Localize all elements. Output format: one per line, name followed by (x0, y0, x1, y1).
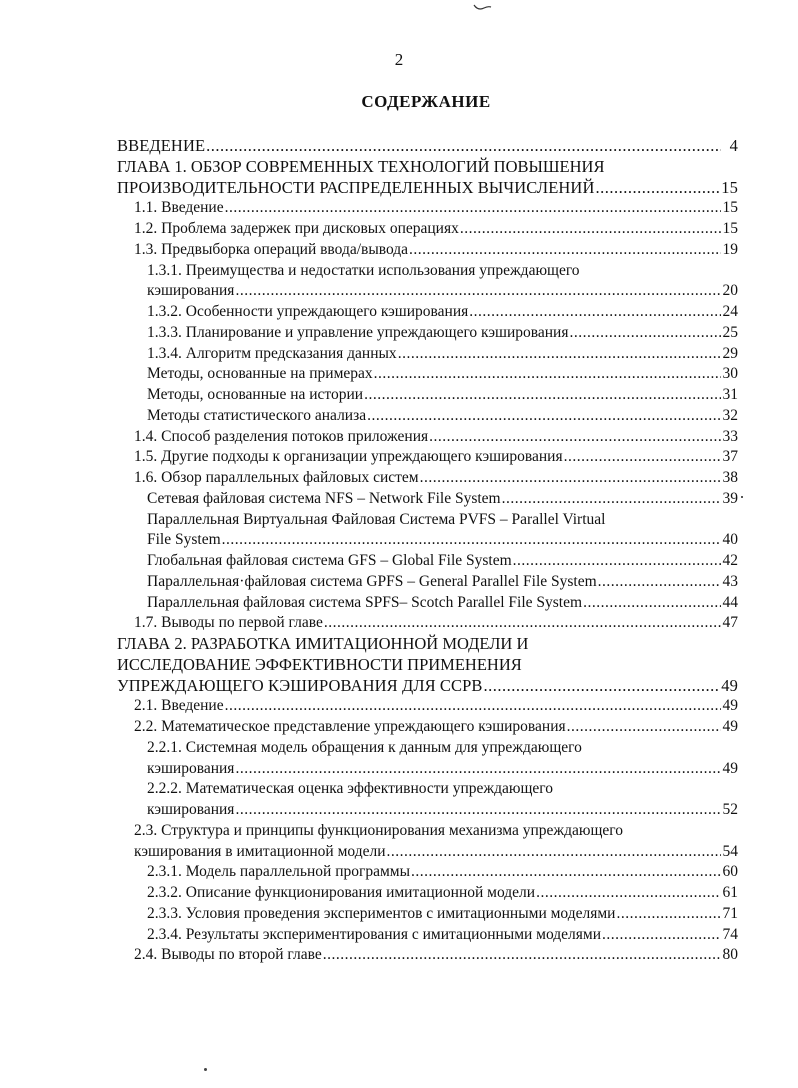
toc-entry-text: 2.3. Структура и принципы функционирования механизма упреждающего (134, 821, 624, 839)
toc-page-number: 15 (722, 220, 738, 237)
dot-leader (502, 489, 721, 510)
toc-entry-text: Глобальная файловая система GFS – Global File System (147, 552, 512, 569)
dot-leader (323, 945, 721, 966)
toc-page-number: 33 (722, 427, 738, 445)
table-of-contents (117, 136, 738, 966)
toc-entry[interactable] (117, 717, 738, 738)
toc-entry-text: 1.7. Выводы по первой главе (134, 614, 323, 632)
toc-entry-text: 1.2. Проблема задержек при дисковых операциях (134, 220, 459, 237)
dot-leader (420, 468, 721, 489)
dot-leader (429, 427, 721, 448)
toc-entry-text: 1.6. Обзор параллельных файловых систем (134, 469, 419, 486)
toc-page-number: 43 (722, 572, 738, 590)
dot-leader (616, 904, 721, 925)
dot-leader (569, 323, 721, 344)
toc-entry-text: 1.1. Введение (134, 199, 224, 217)
toc-entry[interactable] (117, 945, 738, 966)
toc-entry-text: 1.3.2. Особенности упреждающего кэширования (147, 303, 469, 320)
dot-leader (387, 842, 722, 863)
toc-entry[interactable] (117, 364, 738, 385)
toc-entry-text: 1.4. Способ разделения потоков приложения (134, 427, 429, 445)
toc-entry-text: Сетевая файловая система NFS – Network File System (147, 489, 501, 507)
page-title: СОДЕРЖАНИЕ (361, 92, 491, 111)
toc-entry[interactable] (117, 696, 738, 717)
toc-page-number: 39 (722, 489, 738, 507)
toc-entry[interactable] (117, 842, 738, 863)
dot-leader (513, 551, 721, 572)
toc-entry-text: 1.3.3. Планирование и управление упреждающего кэширования (147, 323, 569, 341)
toc-entry-text: Параллельная файловая система SPFS– Scotch Parallel File System (147, 593, 583, 611)
toc-entry-text: Параллельная Виртуальная Файловая Система PVFS – Parallel Virtual (147, 510, 606, 528)
toc-entry[interactable] (117, 759, 738, 780)
toc-entry[interactable] (117, 219, 738, 240)
dot-leader (409, 240, 721, 261)
dot-leader (598, 572, 721, 593)
dot-leader (222, 530, 721, 551)
toc-page-number: 49 (721, 675, 738, 695)
toc-entry-text: Параллельная·файловая система GPFS – General Parallel File System (147, 572, 597, 590)
toc-entry[interactable] (117, 323, 738, 344)
toc-entry-text: 2.3.3. Условия проведения экспериментов с имитационными моделями (147, 904, 616, 922)
toc-page-number: 15 (721, 177, 738, 197)
scan-dot (204, 1068, 207, 1071)
toc-entry-text: 2.3.4. Результаты экспериментирования с имитационными моделями (147, 925, 602, 943)
toc-entry[interactable] (117, 613, 738, 634)
dot-leader (411, 862, 721, 883)
toc-entry-text: ИССЛЕДОВАНИЕ ЭФФЕКТИВНОСТИ ПРИМЕНЕНИЯ (117, 654, 522, 674)
dot-leader (225, 198, 721, 219)
dot-leader (583, 593, 721, 614)
toc-page-number: 30 (722, 365, 738, 383)
toc-entry-text: 2.2.1. Системная модель обращения к данным для упреждающего (147, 738, 582, 756)
scan-mark-icon (472, 2, 492, 12)
toc-page-number: 15 (722, 199, 738, 217)
toc-page-number: 80 (722, 946, 738, 964)
toc-entry-text: кэширования (147, 282, 235, 300)
toc-entry[interactable] (117, 427, 738, 448)
toc-entry[interactable] (117, 240, 738, 261)
toc-entry[interactable] (117, 904, 738, 925)
dot-leader (364, 385, 721, 406)
toc-page-number: 40 (722, 531, 738, 549)
dot-leader (235, 281, 721, 302)
toc-entry[interactable] (117, 468, 738, 489)
toc-entry-text: 1.5. Другие подходы к организации упреждающего кэширования (134, 448, 563, 466)
toc-entry-text: 2.1. Введение (134, 697, 224, 715)
toc-entry-text: Методы, основанные на истории (147, 386, 364, 403)
dot-leader (595, 178, 720, 199)
toc-entry-text: File System (147, 531, 221, 549)
toc-entry-text: ГЛАВА 1. ОБЗОР СОВРЕМЕННЫХ ТЕХНОЛОГИЙ ПОВЫШЕНИЯ (117, 156, 605, 176)
toc-entry[interactable] (117, 676, 738, 697)
toc-page-number: 71 (722, 904, 738, 922)
toc-entry-text: ПРОИЗВОДИТЕЛЬНОСТИ РАСПРЕДЕЛЕННЫХ ВЫЧИСЛЕНИЙ (117, 177, 595, 197)
toc-entry[interactable] (117, 406, 738, 427)
page-number: 2 (394, 50, 404, 69)
toc-entry-text: 2.4. Выводы по второй главе (134, 946, 322, 964)
dot-leader (225, 696, 721, 717)
toc-page-number: 61 (722, 884, 738, 901)
toc-page-number: 24 (722, 303, 738, 320)
toc-entry-text: 2.2.2. Математическая оценка эффективности упреждающего (147, 780, 553, 798)
dot-leader (206, 136, 721, 157)
toc-entry-text: ГЛАВА 2. РАЗРАБОТКА ИМИТАЦИОННОЙ МОДЕЛИ И (117, 634, 529, 653)
toc-entry-text: 1.3. Предвыборка операций ввода/вывода (134, 240, 409, 258)
toc-page-number: 20 (722, 282, 738, 300)
toc-page-number: 4 (729, 136, 738, 155)
toc-entry-text: 1.3.4. Алгоритм предсказания данных (147, 344, 397, 362)
toc-entry[interactable] (117, 136, 738, 157)
dot-leader (564, 447, 721, 468)
toc-page-number: 44 (722, 593, 738, 611)
toc-page-number: 25 (722, 323, 738, 341)
dot-leader (484, 676, 721, 697)
toc-entry[interactable] (117, 281, 738, 302)
toc-entry[interactable] (117, 385, 738, 406)
toc-entry-text: 2.3.1. Модель параллельной программы (147, 863, 411, 881)
dot-leader (367, 406, 721, 427)
dot-leader (235, 800, 721, 821)
toc-entry-text: кэширования (147, 801, 235, 818)
toc-entry-text: 2.2. Математическое представление упреждающего кэширования (134, 718, 566, 735)
toc-entry[interactable] (117, 883, 738, 904)
toc-entry[interactable] (117, 800, 738, 821)
toc-page-number: 49 (722, 697, 738, 715)
toc-page-number: 49 (722, 759, 738, 777)
dot-leader (374, 364, 721, 385)
toc-entry[interactable] (117, 551, 738, 572)
toc-entry-text: 2.3.2. Описание функционирования имитационной модели (147, 884, 536, 901)
toc-entry[interactable] (117, 572, 738, 593)
dot-leader (469, 302, 721, 323)
toc-entry-text: Методы статистического анализа (147, 406, 367, 424)
dot-leader (602, 925, 721, 946)
toc-page-number: 60 (722, 863, 738, 881)
toc-entry-text: 1.3.1. Преимущества и недостатки использования упреждающего (147, 261, 580, 279)
toc-entry[interactable] (117, 862, 738, 883)
toc-page-number: 49 (722, 718, 738, 735)
toc-entry[interactable] (117, 198, 738, 219)
toc-entry[interactable] (117, 593, 738, 614)
toc-entry-text: Методы, основанные на примерах (147, 365, 373, 383)
toc-page-number: 32 (722, 406, 738, 424)
dot-leader (536, 883, 721, 904)
toc-page-number: 38 (722, 469, 738, 486)
toc-page-number: 37 (722, 448, 738, 466)
toc-entry-text: ВВЕДЕНИЕ (117, 136, 206, 155)
toc-entry[interactable] (117, 302, 738, 323)
toc-entry[interactable] (117, 447, 738, 468)
toc-entry[interactable] (117, 344, 738, 365)
dot-leader (324, 613, 721, 634)
toc-page-number: 47 (722, 614, 738, 632)
toc-page-number: 74 (722, 925, 738, 943)
toc-entry[interactable] (117, 178, 738, 199)
toc-page-number: 29 (722, 344, 738, 362)
toc-entry[interactable] (117, 925, 738, 946)
scan-speck (741, 496, 743, 498)
dot-leader (235, 759, 721, 780)
dot-leader (567, 717, 721, 738)
dot-leader (398, 344, 721, 365)
toc-page-number: 42 (722, 552, 738, 569)
dot-leader (460, 219, 721, 240)
toc-entry-text: кэширования (147, 759, 235, 777)
toc-page-number: 52 (722, 801, 738, 818)
toc-entry-text: кэширования в имитационной модели (134, 842, 386, 860)
toc-page-number: 19 (722, 240, 738, 258)
toc-page-number: 54 (722, 842, 738, 860)
toc-entry[interactable] (117, 489, 738, 510)
toc-entry[interactable] (117, 530, 738, 551)
toc-page-number: 31 (722, 386, 738, 403)
toc-entry-text: УПРЕЖДАЮЩЕГО КЭШИРОВАНИЯ ДЛЯ ССРВ (117, 675, 483, 695)
